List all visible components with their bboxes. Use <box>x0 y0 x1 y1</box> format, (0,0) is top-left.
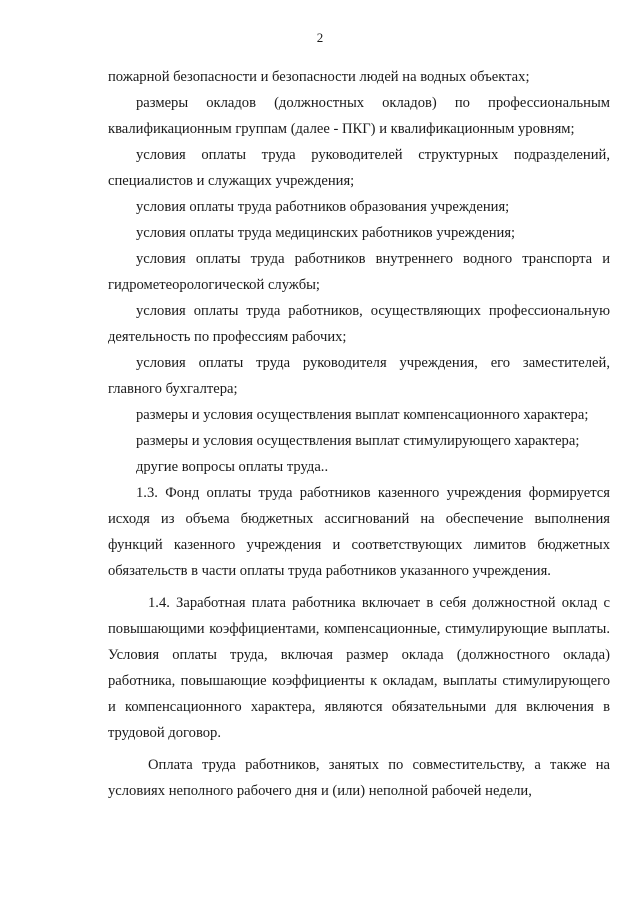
paragraph-part-time: Оплата труда работников, занятых по совместительству, а также на условиях неполного рабочего дня и (или) неполной рабочей недели, <box>108 757 610 799</box>
document-body <box>108 64 610 804</box>
list-item-managers-pay: условия оплаты труда руководителей структурных подразделений, специалистов и служащих учреждения; <box>108 147 610 189</box>
section-1-4: 1.4. Заработная плата работника включает в себя должностной оклад с повышающими коэффициентами, компенсационные, стимулирующие выплаты. Условия оплаты труда, включая размер оклада (должностного оклада) работника, повышающие коэффициенты к окладам, выплаты стимулирующего и компенсационного характера, являются обязательными для включения в трудовой договор. <box>108 595 610 741</box>
list-item-workers-pay: условия оплаты труда работников, осуществляющих профессиональную деятельность по профессиям рабочих; <box>108 303 610 345</box>
list-item-education-pay: условия оплаты труда работников образования учреждения; <box>136 199 510 215</box>
paragraph-continuation: пожарной безопасности и безопасности людей на водных объектах; <box>108 69 530 85</box>
list-item-incentive: размеры и условия осуществления выплат стимулирующего характера; <box>136 433 580 449</box>
list-item-other: другие вопросы оплаты труда.. <box>136 459 329 475</box>
list-item-water-transport-pay: условия оплаты труда работников внутреннего водного транспорта и гидрометеорологической службы; <box>108 251 610 293</box>
section-1-3: 1.3. Фонд оплаты труда работников казенного учреждения формируется исходя из объема бюджетных ассигнований на обеспечение выполнения функций казенного учреждения и соответствующих лимитов бюджетных обязательств в части оплаты труда работников указанного учреждения. <box>108 485 610 579</box>
list-item-head-pay: условия оплаты труда руководителя учреждения, его заместителей, главного бухгалтера; <box>108 355 610 397</box>
list-item-compensation: размеры и условия осуществления выплат компенсационного характера; <box>136 407 589 423</box>
page-number: 2 <box>316 30 324 45</box>
list-item-salary-sizes: размеры окладов (должностных окладов) по профессиональным квалификационным группам (далее - ПКГ) и квалификационным уровням; <box>108 95 610 137</box>
list-item-medical-pay: условия оплаты труда медицинских работников учреждения; <box>136 225 516 241</box>
